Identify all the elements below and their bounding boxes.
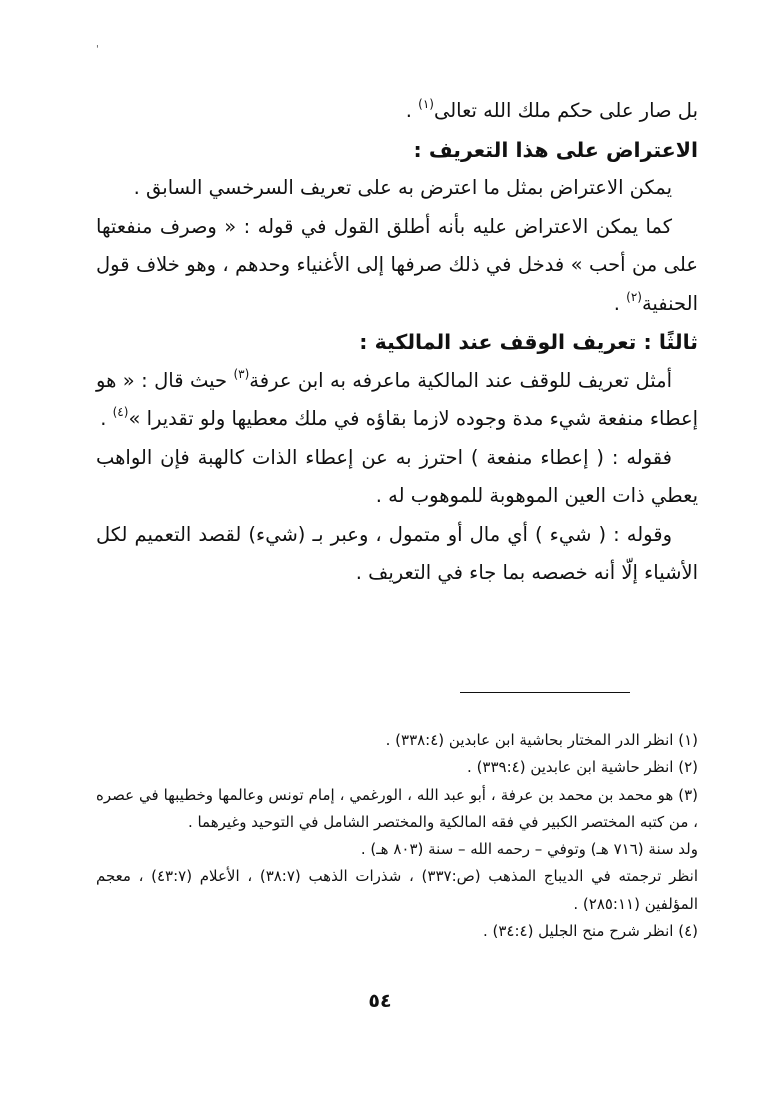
paragraph-text: حيث قال : « هو إعطاء منفعة شيء مدة وجوده لازما بقاؤه في ملك معطيها ولو تقديرا » bbox=[96, 368, 698, 430]
paragraph-1 bbox=[96, 92, 698, 131]
paragraph-3 bbox=[96, 208, 698, 324]
footnote-separator bbox=[460, 692, 630, 693]
paragraph-text: بل صار على حكم ملك الله تعالى bbox=[433, 99, 698, 122]
paragraph-5: فقوله : ( إعطاء منفعة ) احترز به عن إعطاء الذات كالهبة فإن الواهب يعطي ذات العين الموهوبة للموهوب له . bbox=[96, 445, 698, 507]
footnote-3-dates: ولد سنة (٧١٦ هـ) وتوفي – رحمه الله – سنة (٨٠٣ هـ) . bbox=[360, 840, 698, 859]
page-number: ٥٤ bbox=[368, 990, 392, 1012]
footnote-4: (٤) انظر شرح منح الجليل (٣٤:٤) . bbox=[482, 922, 698, 941]
footnotes bbox=[96, 727, 698, 945]
heading-objection: الاعتراض على هذا التعريف : bbox=[413, 137, 698, 162]
footnote-ref[interactable]: (٢) bbox=[626, 289, 642, 304]
paragraph-2: يمكن الاعتراض بمثل ما اعترض به على تعريف السرخسي السابق . bbox=[133, 176, 672, 199]
footnote-ref[interactable]: (٤) bbox=[112, 405, 129, 419]
footnote-ref[interactable]: (٣) bbox=[233, 366, 250, 381]
paragraph-text: كما يمكن الاعتراض عليه بأنه أطلق القول في قوله : « وصرف منفعتها على من أحب » فدخل في ذلك صرفها إلى الأغنياء وحدهم ، وهو خلاف قول الحنفية bbox=[96, 214, 698, 315]
paragraph-text: أمثل تعريف للوقف عند المالكية ماعرفه به ابن عرفة bbox=[249, 368, 673, 392]
footnote-2: (٢) انظر حاشية ابن عابدين (٣٣٩:٤) . bbox=[467, 758, 698, 777]
paragraph-tail: . bbox=[100, 407, 113, 430]
footnote-3: (٣) هو محمد بن محمد بن عرفة ، أبو عبد الله ، الورغمي ، إمام تونس وعالمها وخطيبها في عصره ، من كتبه المختصر الكبير في فقه المالكية والمختصر الشامل في التوحيد وغيرهما . bbox=[96, 785, 698, 831]
footnote-1: (١) انظر الدر المختار بحاشية ابن عابدين (٣٣٨:٤) . bbox=[385, 731, 698, 749]
paragraph-tail: . bbox=[613, 291, 627, 315]
main-text bbox=[96, 92, 698, 593]
paragraph-6: وقوله : ( شيء ) أي مال أو متمول ، وعبر بـ (شيء) لقصد التعميم لكل الأشياء إلّا أنه خصصه بما جاء في التعريف . bbox=[96, 522, 698, 584]
paragraph-4 bbox=[96, 362, 698, 439]
footnote-ref[interactable]: (١) bbox=[418, 97, 434, 111]
paragraph-tail: . bbox=[405, 99, 419, 122]
margin-mark: ' bbox=[96, 44, 99, 55]
heading-maliki: ثالثًا : تعريف الوقف عند المالكية : bbox=[359, 330, 698, 354]
footnote-3-sources: انظر ترجمته في الديباج المذهب (ص:٣٣٧) ، شذرات الذهب (٣٨:٧) ، الأعلام (٤٣:٧) ، معجم المؤلفين (٢٨٥:١١) . bbox=[96, 867, 699, 913]
